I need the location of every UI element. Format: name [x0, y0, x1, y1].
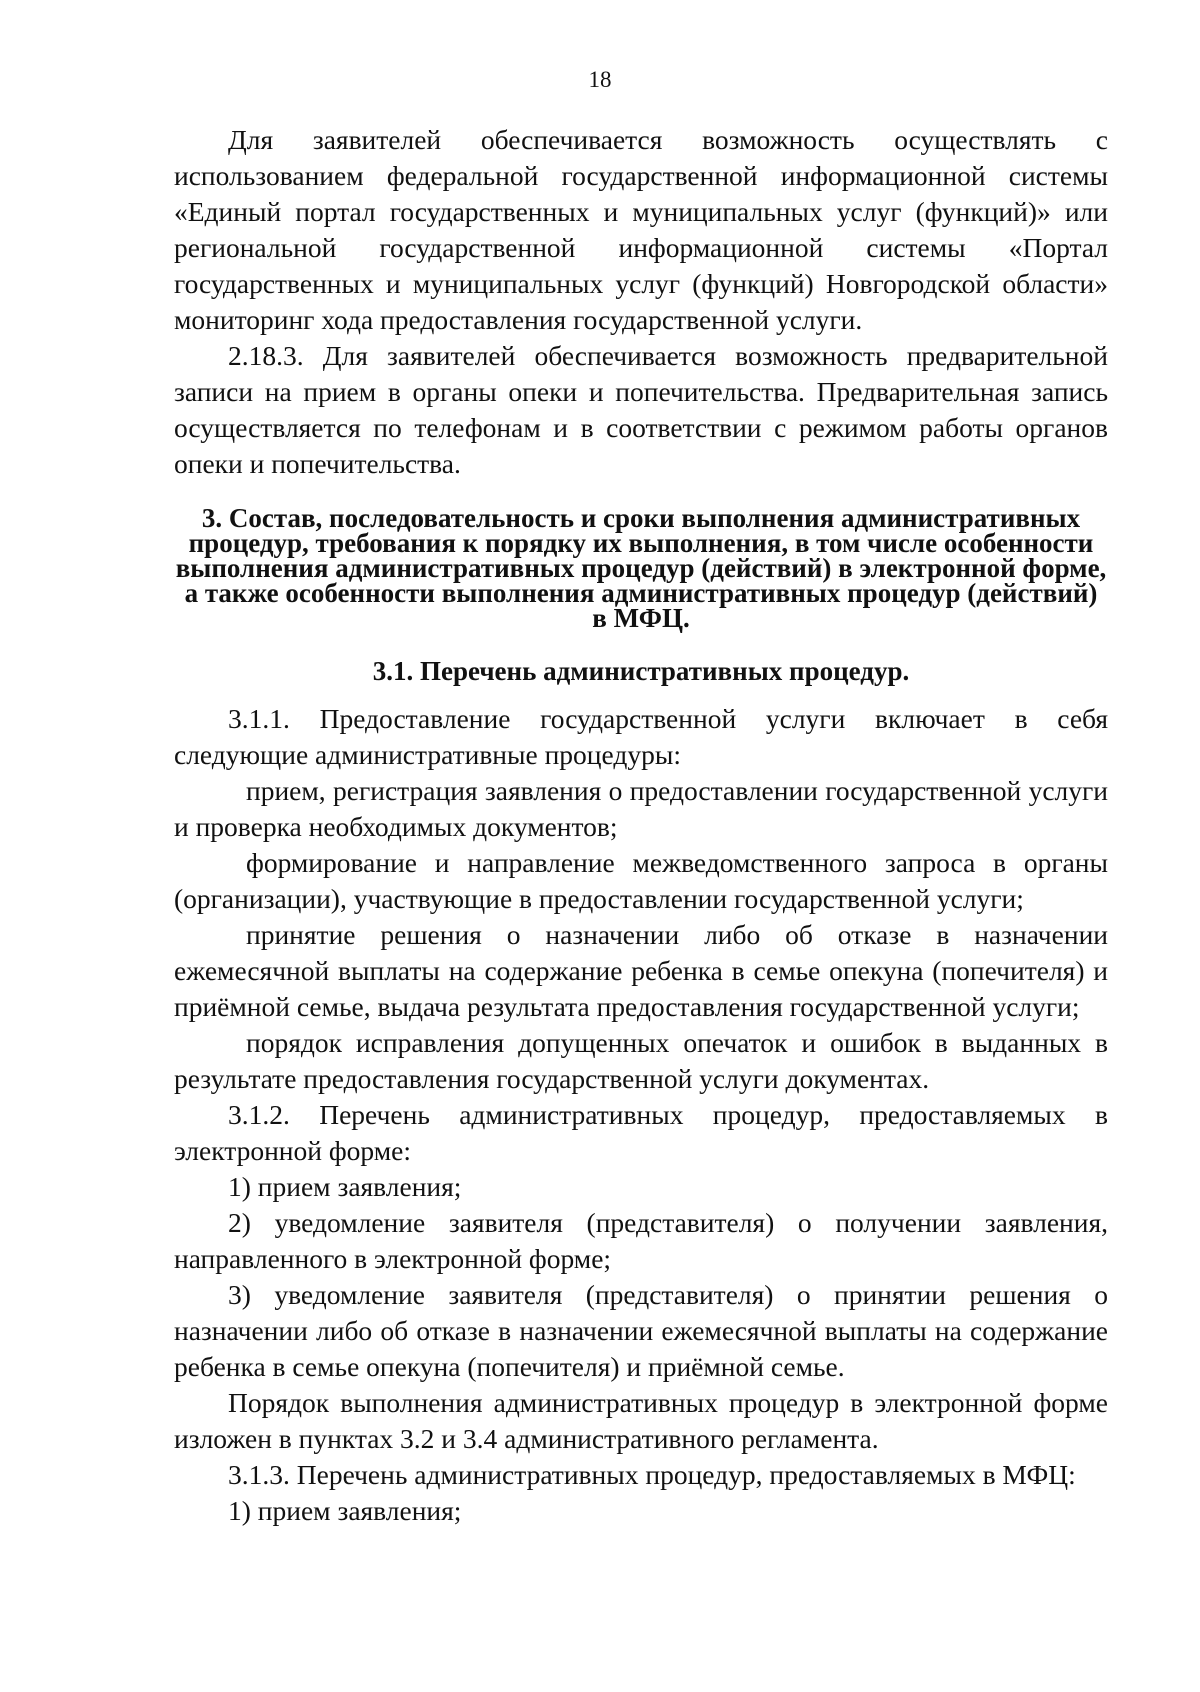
subsection-heading: 3.1. Перечень административных процедур.: [372, 656, 910, 686]
list-item-procedure-3: принятие решения о назначении либо об отказе в назначении ежемесячной выплаты на содержание ребенка в семье опекуна (попечителя) и приёмной семье, выдача результата предоставления государственной услуги;: [174, 919, 1108, 1022]
paragraph-3-1-3: 3.1.3. Перечень административных процедур, предоставляемых в МФЦ:: [228, 1459, 1076, 1490]
list-item-procedure-1: прием, регистрация заявления о предоставлении государственной услуги и проверка необходимых документов;: [174, 775, 1108, 842]
paragraph-monitoring: Для заявителей обеспечивается возможность осуществлять с использованием федеральной государственной информационной системы «Единый портал государственных и муниципальных услуг (функций)» или региональной государственной информационной системы «Портал государственных и муниципальных услуг (функций) Новгородской области» мониторинг хода предоставления государственной услуги.: [174, 124, 1108, 335]
paragraph-2-18-3: 2.18.3. Для заявителей обеспечивается возможность предварительной записи на прием в органы опеки и попечительства. Предварительная запись осуществляется по телефонам и в соответствии с режимом работы органов опеки и попечительства.: [174, 340, 1108, 479]
list-item-electronic-1: 1) прием заявления;: [228, 1171, 462, 1202]
list-item-mfc-1: 1) прием заявления;: [228, 1495, 462, 1526]
paragraph-3-1-2: 3.1.2. Перечень административных процедур, предоставляемых в электронной форме:: [174, 1099, 1108, 1166]
list-item-procedure-4: порядок исправления допущенных опечаток и ошибок в выданных в результате предоставления государственной услуги документах.: [174, 1027, 1108, 1094]
paragraph-electronic-order: Порядок выполнения административных процедур в электронной форме изложен в пунктах 3.2 и 3.4 административного регламента.: [174, 1387, 1108, 1454]
page-number: 18: [588, 67, 612, 92]
section-heading: 3. Состав, последовательность и сроки выполнения административных процедур, требования к порядку их выполнения, в том числе особенности выполнения административных процедур (действий) в электронной форме, а также особенности выполнения административных процедур (действий) в МФЦ.: [175, 503, 1107, 633]
document-body: [174, 122, 1108, 1529]
list-item-electronic-2: 2) уведомление заявителя (представителя) о получении заявления, направленного в электронной форме;: [174, 1207, 1108, 1274]
list-item-procedure-2: формирование и направление межведомственного запроса в органы (организации), участвующие в предоставлении государственной услуги;: [174, 847, 1108, 914]
list-item-electronic-3: 3) уведомление заявителя (представителя) о принятии решения о назначении либо об отказе в назначении ежемесячной выплаты на содержание ребенка в семье опекуна (попечителя) и приёмной семье.: [174, 1279, 1108, 1382]
paragraph-3-1-1: 3.1.1. Предоставление государственной услуги включает в себя следующие административные процедуры:: [174, 703, 1108, 770]
